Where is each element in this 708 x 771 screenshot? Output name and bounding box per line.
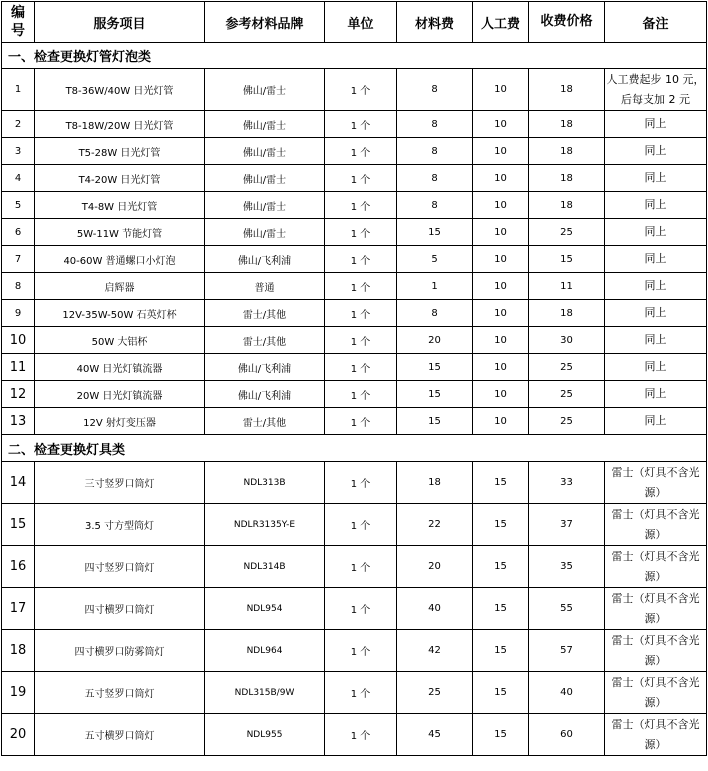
header-no: 编号 xyxy=(2,2,35,43)
cell-no: 9 xyxy=(2,300,35,327)
cell-item: 40W 日光灯镇流器 xyxy=(35,354,205,381)
cell-no: 17 xyxy=(2,588,35,630)
cell-labor: 10 xyxy=(473,381,529,408)
cell-labor: 10 xyxy=(473,165,529,192)
cell-unit: 1 个 xyxy=(325,192,397,219)
cell-note: 雷士（灯具不含光源） xyxy=(605,672,707,714)
cell-unit: 1 个 xyxy=(325,630,397,672)
cell-no: 2 xyxy=(2,111,35,138)
table-body xyxy=(2,43,707,756)
cell-material: 15 xyxy=(397,354,473,381)
section-row xyxy=(2,435,707,462)
cell-unit: 1 个 xyxy=(325,588,397,630)
cell-note: 人工费起步 10 元，后每支加 2 元 xyxy=(605,69,707,111)
cell-unit: 1 个 xyxy=(325,327,397,354)
price-table xyxy=(1,1,707,756)
table-row xyxy=(2,138,707,165)
cell-material: 45 xyxy=(397,714,473,756)
cell-unit: 1 个 xyxy=(325,381,397,408)
cell-item: 五寸横罗口筒灯 xyxy=(35,714,205,756)
cell-brand: NDL314B xyxy=(205,546,325,588)
cell-labor: 10 xyxy=(473,246,529,273)
cell-unit: 1 个 xyxy=(325,138,397,165)
cell-no: 1 xyxy=(2,69,35,111)
table-row xyxy=(2,408,707,435)
cell-price: 18 xyxy=(529,138,605,165)
cell-unit: 1 个 xyxy=(325,408,397,435)
cell-price: 40 xyxy=(529,672,605,714)
section-row xyxy=(2,43,707,69)
cell-no: 8 xyxy=(2,273,35,300)
cell-item: 四寸横罗口筒灯 xyxy=(35,588,205,630)
cell-unit: 1 个 xyxy=(325,273,397,300)
cell-brand: 佛山/雷士 xyxy=(205,192,325,219)
cell-price: 15 xyxy=(529,246,605,273)
cell-note: 雷士（灯具不含光源） xyxy=(605,546,707,588)
cell-no: 15 xyxy=(2,504,35,546)
header-row xyxy=(2,2,707,43)
cell-unit: 1 个 xyxy=(325,504,397,546)
cell-unit: 1 个 xyxy=(325,111,397,138)
cell-material: 8 xyxy=(397,138,473,165)
cell-material: 15 xyxy=(397,219,473,246)
cell-price: 18 xyxy=(529,69,605,111)
section-title: 二、检查更换灯具类 xyxy=(2,435,707,462)
table-row xyxy=(2,219,707,246)
cell-brand: 佛山/飞利浦 xyxy=(205,246,325,273)
cell-no: 10 xyxy=(2,327,35,354)
table-row xyxy=(2,672,707,714)
cell-no: 5 xyxy=(2,192,35,219)
cell-brand: 雷士/其他 xyxy=(205,327,325,354)
cell-no: 11 xyxy=(2,354,35,381)
cell-labor: 15 xyxy=(473,462,529,504)
cell-material: 20 xyxy=(397,327,473,354)
cell-item: 50W 大铝杯 xyxy=(35,327,205,354)
table-row xyxy=(2,630,707,672)
cell-item: 5W-11W 节能灯管 xyxy=(35,219,205,246)
cell-unit: 1 个 xyxy=(325,714,397,756)
header-labor: 人工费 xyxy=(473,2,529,43)
cell-note: 雷士（灯具不含光源） xyxy=(605,714,707,756)
cell-brand: 佛山/雷士 xyxy=(205,219,325,246)
cell-price: 33 xyxy=(529,462,605,504)
cell-note: 雷士（灯具不含光源） xyxy=(605,588,707,630)
cell-labor: 10 xyxy=(473,69,529,111)
cell-material: 1 xyxy=(397,273,473,300)
cell-item: T5-28W 日光灯管 xyxy=(35,138,205,165)
cell-price: 35 xyxy=(529,546,605,588)
cell-labor: 10 xyxy=(473,327,529,354)
cell-labor: 10 xyxy=(473,219,529,246)
cell-no: 16 xyxy=(2,546,35,588)
table-row xyxy=(2,546,707,588)
cell-price: 25 xyxy=(529,408,605,435)
cell-note: 雷士（灯具不含光源） xyxy=(605,630,707,672)
cell-price: 18 xyxy=(529,111,605,138)
cell-price: 18 xyxy=(529,300,605,327)
cell-material: 8 xyxy=(397,192,473,219)
cell-no: 19 xyxy=(2,672,35,714)
table-row xyxy=(2,300,707,327)
cell-item: 五寸竖罗口筒灯 xyxy=(35,672,205,714)
cell-brand: 佛山/雷士 xyxy=(205,165,325,192)
cell-labor: 15 xyxy=(473,672,529,714)
cell-material: 25 xyxy=(397,672,473,714)
cell-item: 启辉器 xyxy=(35,273,205,300)
cell-note: 雷士（灯具不含光源） xyxy=(605,504,707,546)
cell-brand: NDL313B xyxy=(205,462,325,504)
cell-labor: 15 xyxy=(473,588,529,630)
cell-material: 40 xyxy=(397,588,473,630)
cell-material: 18 xyxy=(397,462,473,504)
cell-brand: 普通 xyxy=(205,273,325,300)
cell-note: 同上 xyxy=(605,192,707,219)
table-row xyxy=(2,504,707,546)
cell-item: 3.5 寸方型筒灯 xyxy=(35,504,205,546)
table-row xyxy=(2,381,707,408)
cell-item: 三寸竖罗口筒灯 xyxy=(35,462,205,504)
cell-item: T4-8W 日光灯管 xyxy=(35,192,205,219)
cell-brand: NDL964 xyxy=(205,630,325,672)
cell-price: 55 xyxy=(529,588,605,630)
header-note: 备注 xyxy=(605,2,707,43)
section-title: 一、检查更换灯管灯泡类 xyxy=(2,43,707,69)
cell-no: 4 xyxy=(2,165,35,192)
cell-item: 40-60W 普通螺口小灯泡 xyxy=(35,246,205,273)
cell-item: 20W 日光灯镇流器 xyxy=(35,381,205,408)
cell-brand: 雷士/其他 xyxy=(205,300,325,327)
cell-material: 20 xyxy=(397,546,473,588)
cell-note: 同上 xyxy=(605,246,707,273)
cell-brand: NDL315B/9W xyxy=(205,672,325,714)
cell-note: 同上 xyxy=(605,354,707,381)
cell-labor: 10 xyxy=(473,111,529,138)
cell-labor: 10 xyxy=(473,408,529,435)
cell-item: 12V 射灯变压器 xyxy=(35,408,205,435)
cell-note: 同上 xyxy=(605,327,707,354)
cell-item: T4-20W 日光灯管 xyxy=(35,165,205,192)
cell-price: 30 xyxy=(529,327,605,354)
cell-note: 同上 xyxy=(605,273,707,300)
cell-no: 14 xyxy=(2,462,35,504)
cell-brand: 雷士/其他 xyxy=(205,408,325,435)
cell-no: 3 xyxy=(2,138,35,165)
table-row xyxy=(2,165,707,192)
cell-no: 7 xyxy=(2,246,35,273)
cell-material: 8 xyxy=(397,111,473,138)
cell-item: 四寸竖罗口筒灯 xyxy=(35,546,205,588)
cell-material: 22 xyxy=(397,504,473,546)
cell-note: 同上 xyxy=(605,381,707,408)
table-row xyxy=(2,588,707,630)
cell-unit: 1 个 xyxy=(325,69,397,111)
header-unit: 单位 xyxy=(325,2,397,43)
cell-material: 5 xyxy=(397,246,473,273)
cell-brand: NDL954 xyxy=(205,588,325,630)
table-row xyxy=(2,462,707,504)
cell-price: 25 xyxy=(529,219,605,246)
header-price: 收费价格 xyxy=(529,2,605,43)
cell-labor: 10 xyxy=(473,192,529,219)
cell-item: 12V-35W-50W 石英灯杯 xyxy=(35,300,205,327)
cell-material: 42 xyxy=(397,630,473,672)
cell-labor: 10 xyxy=(473,273,529,300)
table-row xyxy=(2,111,707,138)
cell-price: 37 xyxy=(529,504,605,546)
cell-no: 18 xyxy=(2,630,35,672)
table-row xyxy=(2,354,707,381)
table-row xyxy=(2,714,707,756)
cell-item: T8-18W/20W 日光灯管 xyxy=(35,111,205,138)
cell-note: 雷士（灯具不含光源） xyxy=(605,462,707,504)
table-row xyxy=(2,192,707,219)
cell-note: 同上 xyxy=(605,138,707,165)
cell-note: 同上 xyxy=(605,111,707,138)
cell-note: 同上 xyxy=(605,219,707,246)
cell-price: 11 xyxy=(529,273,605,300)
table-row xyxy=(2,273,707,300)
cell-labor: 15 xyxy=(473,630,529,672)
cell-labor: 10 xyxy=(473,300,529,327)
cell-price: 25 xyxy=(529,381,605,408)
cell-material: 8 xyxy=(397,165,473,192)
cell-material: 8 xyxy=(397,69,473,111)
table-row xyxy=(2,246,707,273)
table-row xyxy=(2,327,707,354)
cell-note: 同上 xyxy=(605,165,707,192)
cell-labor: 15 xyxy=(473,546,529,588)
cell-unit: 1 个 xyxy=(325,219,397,246)
cell-brand: 佛山/飞利浦 xyxy=(205,354,325,381)
cell-unit: 1 个 xyxy=(325,300,397,327)
cell-brand: NDLR3135Y-E xyxy=(205,504,325,546)
cell-unit: 1 个 xyxy=(325,672,397,714)
cell-price: 18 xyxy=(529,165,605,192)
cell-labor: 15 xyxy=(473,714,529,756)
cell-labor: 10 xyxy=(473,138,529,165)
table-row xyxy=(2,69,707,111)
cell-note: 同上 xyxy=(605,408,707,435)
cell-material: 15 xyxy=(397,381,473,408)
cell-brand: NDL955 xyxy=(205,714,325,756)
cell-no: 20 xyxy=(2,714,35,756)
cell-material: 8 xyxy=(397,300,473,327)
cell-brand: 佛山/雷士 xyxy=(205,138,325,165)
cell-item: T8-36W/40W 日光灯管 xyxy=(35,69,205,111)
cell-price: 18 xyxy=(529,192,605,219)
cell-labor: 15 xyxy=(473,504,529,546)
cell-item: 四寸横罗口防雾筒灯 xyxy=(35,630,205,672)
header-brand: 参考材料品牌 xyxy=(205,2,325,43)
cell-material: 15 xyxy=(397,408,473,435)
cell-no: 6 xyxy=(2,219,35,246)
cell-price: 57 xyxy=(529,630,605,672)
cell-labor: 10 xyxy=(473,354,529,381)
header-material: 材料费 xyxy=(397,2,473,43)
cell-no: 13 xyxy=(2,408,35,435)
cell-unit: 1 个 xyxy=(325,462,397,504)
cell-unit: 1 个 xyxy=(325,165,397,192)
cell-no: 12 xyxy=(2,381,35,408)
cell-price: 60 xyxy=(529,714,605,756)
cell-brand: 佛山/雷士 xyxy=(205,111,325,138)
cell-unit: 1 个 xyxy=(325,246,397,273)
cell-unit: 1 个 xyxy=(325,354,397,381)
cell-note: 同上 xyxy=(605,300,707,327)
cell-brand: 佛山/雷士 xyxy=(205,69,325,111)
header-item: 服务项目 xyxy=(35,2,205,43)
cell-brand: 佛山/飞利浦 xyxy=(205,381,325,408)
cell-price: 25 xyxy=(529,354,605,381)
cell-unit: 1 个 xyxy=(325,546,397,588)
